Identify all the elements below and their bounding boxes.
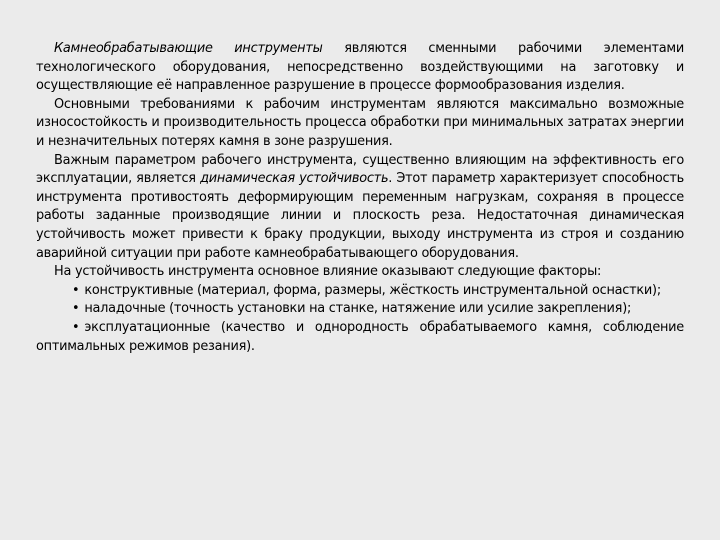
list-item-text: конструктивные (материал, форма, размеры, жёсткость инструментальной оснастки); <box>84 282 661 298</box>
bullet-marker: • <box>72 319 80 335</box>
list-item <box>36 282 684 301</box>
paragraph-requirements <box>36 96 684 152</box>
body-text <box>36 40 684 356</box>
paragraph-dynamic-stability-before: Важным параметром рабочего инструмента, существенно влияющим на эффективность его эксплуатации, является <box>36 152 684 187</box>
list-item-text: наладочные (точность установки на станке, натяжение или усилие закрепления); <box>84 301 632 317</box>
term-dynamic-stability: динамическая устойчивость <box>200 171 389 187</box>
list-item <box>36 300 684 319</box>
list-item <box>36 319 684 356</box>
paragraph-factors-intro <box>36 263 684 282</box>
paragraph-dynamic-stability <box>36 152 684 264</box>
list-item-text: эксплуатационные (качество и однородность обрабатываемого камня, соблюдение оптимальных режимов резания). <box>36 319 684 354</box>
term-stone-tools: Камнеобрабатывающие инструменты <box>54 41 323 56</box>
bullet-marker: • <box>72 301 80 317</box>
paragraph-factors-intro-text: На устойчивость инструмента основное влияние оказывают следующие факторы: <box>54 264 602 280</box>
paragraph-dynamic-stability-after: . Этот параметр характеризует способность инструмента противостоять деформирующим переменным нагрузкам, сохраняя в процессе работы заданные производящие линии и плоскость реза. Недостаточная динамическая устойчивость может привести к браку продукции, выходу инструмента из строя и созданию аварийной ситуации при работе камнеобрабатывающего оборудования. <box>36 171 684 261</box>
bullet-marker: • <box>72 282 80 298</box>
paragraph-definition-text: являются сменными рабочими элементами технологического оборудования, непосредственно воздействующими на заготовку и осуществляющие её направленное разрушение в процессе формообразования изделия. <box>36 41 685 94</box>
paragraph-definition <box>36 40 684 96</box>
paragraph-requirements-text: Основными требованиями к рабочим инструментам являются максимально возможные износостойкость и производительность процесса обработки при минимальных затратах энергии и незначительных потерях камня в зоне разрушения. <box>36 96 684 149</box>
